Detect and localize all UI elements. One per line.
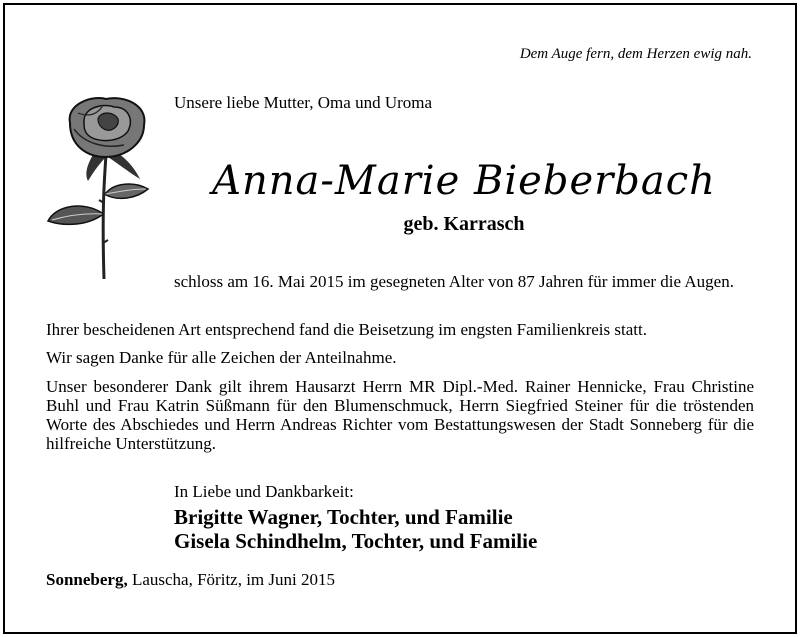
birth-name: geb. Karrasch: [403, 213, 525, 235]
place-town: Sonneberg,: [46, 570, 128, 589]
paragraph-thanks: Wir sagen Danke für alle Zeichen der Anteilnahme.: [46, 348, 397, 367]
intro-line: Unsere liebe Mutter, Oma und Uroma: [174, 93, 433, 112]
place-rest: Lauscha, Föritz, im Juni 2015: [127, 570, 335, 589]
place-date: [46, 570, 335, 590]
motto: Dem Auge fern, dem Herzen ewig nah.: [519, 46, 752, 62]
paragraph-funeral: Ihrer bescheidenen Art entsprechend fand die Beisetzung im engsten Familienkreis statt.: [46, 320, 647, 339]
signers: [174, 505, 537, 553]
paragraph-special-thanks: Unser besonderer Dank gilt ihrem Hausarzt Herrn MR Dipl.-Med. Rainer Hennicke, Frau Christine Buhl und Frau Katrin Süßmann für den Blumenschmuck, Herrn Siegfried Steiner für die tröstenden Worte des Abschiedes und Herrn Andreas Richter vom Bestattungswesen der Stadt Sonneberg für die hilfreiche Unterstützung.: [46, 377, 754, 453]
paragraph-death: schloss am 16. Mai 2015 im gesegneten Alter von 87 Jahren für immer die Augen.: [174, 272, 734, 291]
signer-line: Gisela Schindhelm, Tochter, und Familie: [174, 529, 538, 553]
deceased-name: Anna-Marie Bieberbach: [212, 158, 716, 204]
rose-icon: [44, 93, 164, 283]
signer-line: Brigitte Wagner, Tochter, und Familie: [174, 505, 513, 529]
closing-line: In Liebe und Dankbarkeit:: [174, 482, 354, 501]
